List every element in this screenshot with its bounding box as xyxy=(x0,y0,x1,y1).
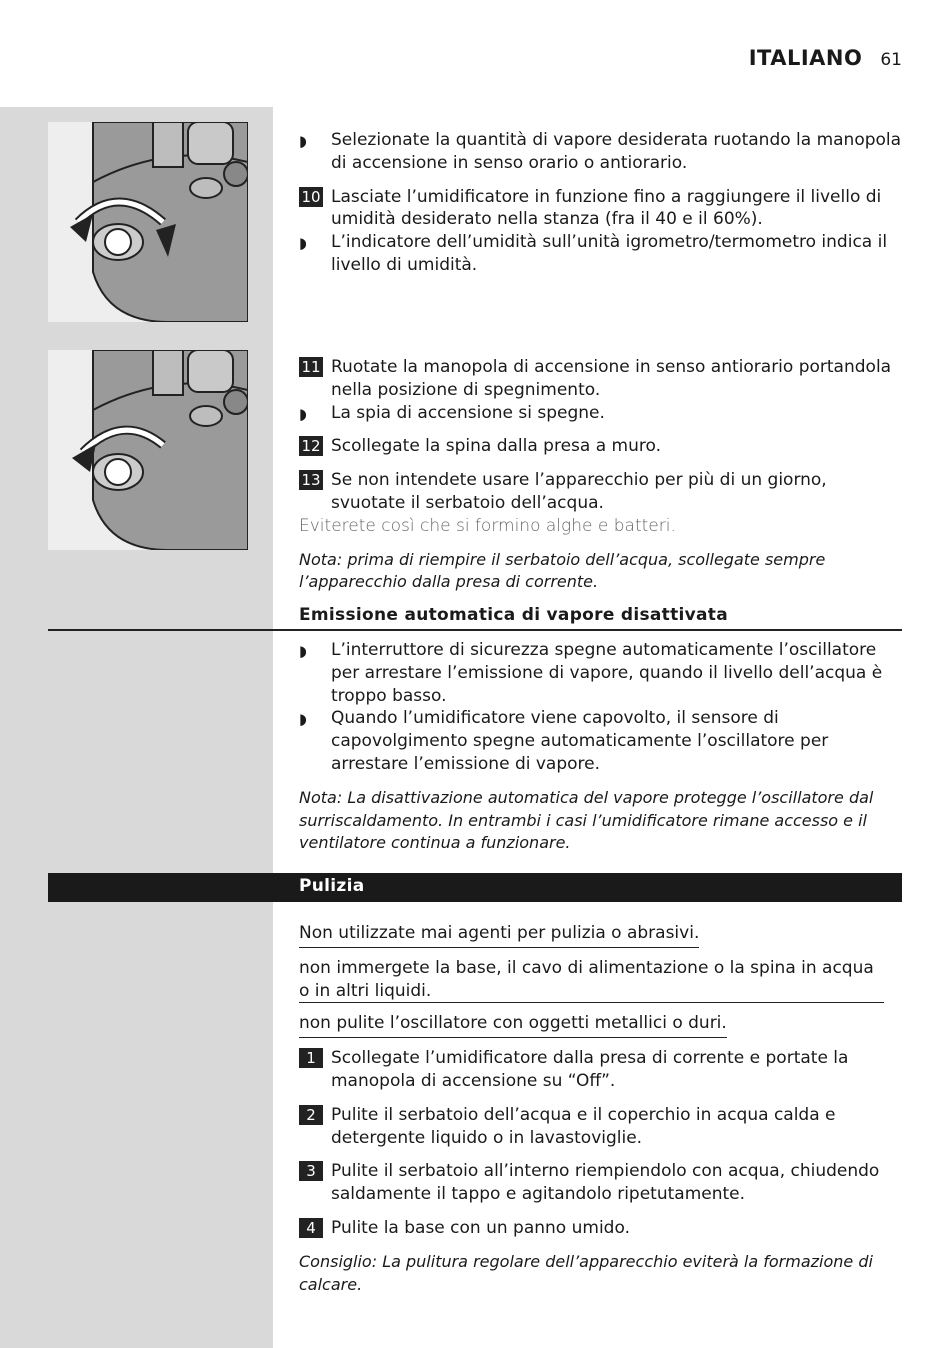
bullet-triangle-icon: ◗ xyxy=(299,642,307,660)
illustration-knob-off xyxy=(48,350,248,550)
warning-text: Non utilizzate mai agenti per pulizia o abrasivi. xyxy=(299,922,699,948)
step-number-badge: 4 xyxy=(299,1218,323,1238)
step-number-badge: 2 xyxy=(299,1105,323,1125)
section-bar-cleaning xyxy=(48,873,902,902)
tip-text: Consiglio: La pulitura regolare dell’apparecchio eviterà la formazione di calcare. xyxy=(299,1251,873,1294)
language-label: ITALIANO xyxy=(748,46,863,70)
step-number-badge: 13 xyxy=(299,470,323,490)
section-divider xyxy=(48,629,902,631)
step-item xyxy=(299,469,902,515)
step-extra-text: Eviterete così che si formino alghe e batteri. xyxy=(299,515,676,536)
bullet-item xyxy=(299,639,902,707)
bullet-triangle-icon: ◗ xyxy=(299,710,307,729)
bullet-text: La spia di accensione si spegne. xyxy=(331,402,605,423)
bullet-triangle-icon: ◗ xyxy=(299,404,307,423)
page-header xyxy=(749,46,902,70)
warning-text: non immergete la base, il cavo di alimentazione o la spina in acqua o in altri liquidi. xyxy=(299,957,874,1001)
step-text: Scollegate l’umidificatore dalla presa di corrente e portate la manopola di accensione su “Off”. xyxy=(331,1048,849,1091)
section-title: Pulizia xyxy=(299,876,365,896)
bullet-text: Quando l’umidificatore viene capovolto, il sensore di capovolgimento spegne automaticamente l’oscillatore per arrestare l’emissione di vapore. xyxy=(331,708,829,774)
step-number-badge: 3 xyxy=(299,1161,323,1181)
step-number-badge: 12 xyxy=(299,436,323,456)
step-text: Se non intendete usare l’apparecchio per più di un giorno, svuotate il serbatoio dell’acqua. xyxy=(331,470,827,513)
warning-text: non pulite l’oscillatore con oggetti metallici o duri. xyxy=(299,1012,727,1038)
step-text: Ruotate la manopola di accensione in senso antiorario portandola nella posizione di spegnimento. xyxy=(331,357,892,400)
bullet-triangle-icon: ◗ xyxy=(299,132,307,150)
step-number-badge: 10 xyxy=(299,187,323,207)
bullet-triangle-icon: ◗ xyxy=(299,234,307,253)
warning-line xyxy=(299,957,884,1004)
step-item xyxy=(299,1047,902,1093)
step-text: Pulite la base con un panno umido. xyxy=(331,1217,630,1238)
illustration-knob-both-directions xyxy=(48,122,248,322)
bullet-item xyxy=(299,129,902,175)
warning-line xyxy=(299,922,902,948)
warning-line xyxy=(299,1012,902,1038)
step-text: Scollegate la spina dalla presa a muro. xyxy=(331,436,661,457)
bullet-item xyxy=(299,707,902,775)
cleaning-text xyxy=(299,922,902,1296)
note-text: Nota: La disattivazione automatica del vapore protegge l’oscillatore dal surriscaldamento. In entrambi i casi l’umidificatore rimane accesso e il ventilatore continua a funzionare. xyxy=(299,787,874,853)
bullet-text: L’indicatore dell’umidità sull’unità igrometro/termometro indica il livello di umidità. xyxy=(331,232,888,275)
step-item xyxy=(299,1104,902,1150)
step-text: Lasciate l’umidificatore in funzione fino a raggiungere il livello di umidità desiderato nella stanza (fra il 40 e il 60%). xyxy=(331,186,882,230)
step-text: Pulite il serbatoio all’interno riempiendolo con acqua, chiudendo saldamente il tappo e agitandolo ripetutamente. xyxy=(331,1161,880,1205)
step-item xyxy=(299,356,902,402)
step-item xyxy=(299,435,902,458)
bullet-item xyxy=(299,402,902,425)
note-text: Nota: prima di riempire il serbatoio dell’acqua, scollegate sempre l’apparecchio dalla presa di corrente. xyxy=(299,549,826,592)
bullet-item xyxy=(299,231,902,277)
step-number-badge: 1 xyxy=(299,1048,323,1068)
bullet-text: L’interruttore di sicurezza spegne automaticamente l’oscillatore per arrestare l’emissione di vapore, quando il livello dell’acqua è troppo basso. xyxy=(331,640,883,706)
block2-text xyxy=(299,356,902,594)
step-item xyxy=(299,1217,902,1240)
block1-text xyxy=(299,129,902,277)
step-item xyxy=(299,1160,902,1206)
section-title: Emissione automatica di vapore disattivata xyxy=(299,605,728,625)
auto-section-text xyxy=(299,639,902,855)
page-number: 61 xyxy=(880,50,902,70)
step-item xyxy=(299,186,902,232)
step-number-badge: 11 xyxy=(299,357,323,377)
bullet-text: Selezionate la quantità di vapore desiderata ruotando la manopola di accensione in senso orario o antiorario. xyxy=(331,130,902,173)
step-text: Pulite il serbatoio dell’acqua e il coperchio in acqua calda e detergente liquido o in lavastoviglie. xyxy=(331,1104,836,1148)
